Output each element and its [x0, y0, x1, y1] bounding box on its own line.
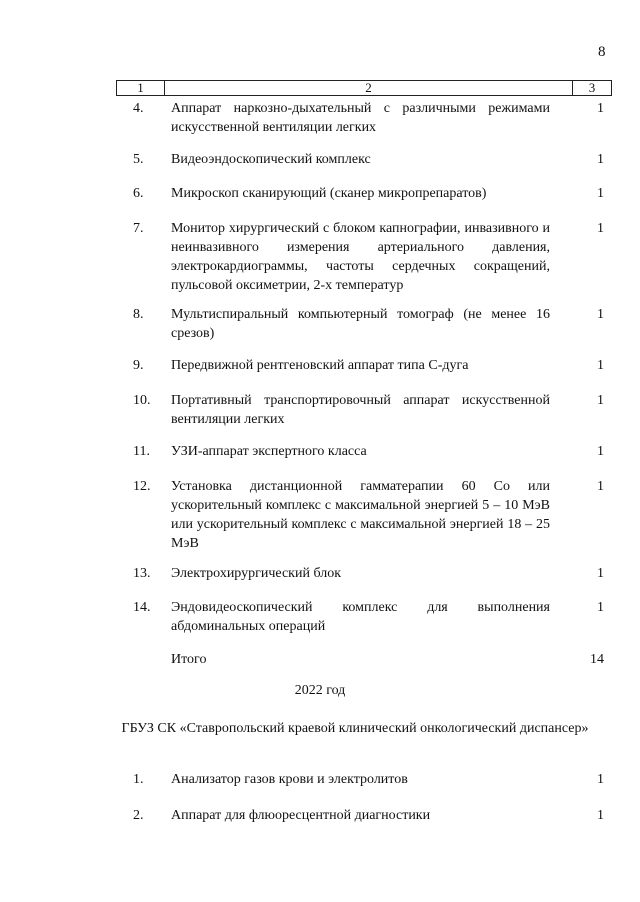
- row-description: Установка дистанционной гамматерапии 60 Со или ускорительный комплекс с максимальной энергией 5 – 10 МэВ или ускорительный комплекс с максимальной энергией 18 – 25 МэВ: [171, 479, 550, 551]
- row-quantity: 1: [597, 808, 604, 823]
- row-number: 8.: [133, 307, 144, 322]
- row-description: Анализатор газов крови и электролитов: [171, 772, 408, 787]
- row-quantity: 1: [597, 358, 604, 373]
- row-description: Эндовидеоскопический комплекс для выполнения абдоминальных операций: [171, 600, 550, 634]
- row-quantity: 1: [597, 600, 604, 615]
- row-quantity: 1: [597, 186, 604, 201]
- total-quantity: 14: [590, 652, 604, 667]
- row-number: 10.: [133, 393, 151, 408]
- row-number: 5.: [133, 152, 144, 167]
- row-number: 13.: [133, 566, 151, 581]
- row-description: Монитор хирургический с блоком капнографии, инвазивного и неинвазивного измерения артериального давления, электрокардиограммы, частоты сердечных сокращений, пульсовой оксиметрии, 2-х температур: [171, 221, 550, 293]
- row-description: Портативный транспортировочный аппарат искусственной вентиляции легких: [171, 393, 550, 427]
- table-header-col-2: 2: [165, 81, 573, 95]
- row-number: 4.: [133, 101, 144, 116]
- row-description: Аппарат для флюоресцентной диагностики: [171, 808, 431, 823]
- total-label: Итого: [171, 652, 207, 667]
- row-number: 12.: [133, 479, 151, 494]
- row-quantity: 1: [597, 566, 604, 581]
- row-number: 11.: [133, 444, 150, 459]
- row-quantity: 1: [597, 444, 604, 459]
- row-description: Передвижной рентгеновский аппарат типа С-дуга: [171, 358, 469, 373]
- row-description: Аппарат наркозно-дыхательный с различными режимами искусственной вентиляции легких: [171, 101, 550, 135]
- row-quantity: 1: [597, 393, 604, 408]
- row-quantity: 1: [597, 772, 604, 787]
- row-quantity: 1: [597, 307, 604, 322]
- row-description: Электрохирургический блок: [171, 566, 342, 581]
- row-number: 6.: [133, 186, 144, 201]
- row-number: 7.: [133, 221, 144, 236]
- row-number: 14.: [133, 600, 151, 615]
- row-quantity: 1: [597, 152, 604, 167]
- row-description: Мультиспиральный компьютерный томограф (не менее 16 срезов): [171, 307, 550, 341]
- table-header: [116, 80, 612, 96]
- page-number: 8: [598, 44, 606, 60]
- row-number: 9.: [133, 358, 144, 373]
- table-header-col-1: 1: [117, 81, 165, 95]
- row-description: Микроскоп сканирующий (сканер микропрепаратов): [171, 186, 487, 201]
- year-heading: 2022 год: [294, 683, 346, 698]
- organization-heading: ГБУЗ СК «Ставропольский краевой клинический онкологический диспансер»: [121, 721, 589, 736]
- row-quantity: 1: [597, 221, 604, 236]
- row-number: 1.: [133, 772, 144, 787]
- row-description: Видеоэндоскопический комплекс: [171, 152, 371, 167]
- row-description: УЗИ-аппарат экспертного класса: [171, 444, 367, 459]
- table-header-col-3: 3: [588, 80, 596, 95]
- row-quantity: 1: [597, 479, 604, 494]
- row-quantity: 1: [597, 101, 604, 116]
- row-number: 2.: [133, 808, 144, 823]
